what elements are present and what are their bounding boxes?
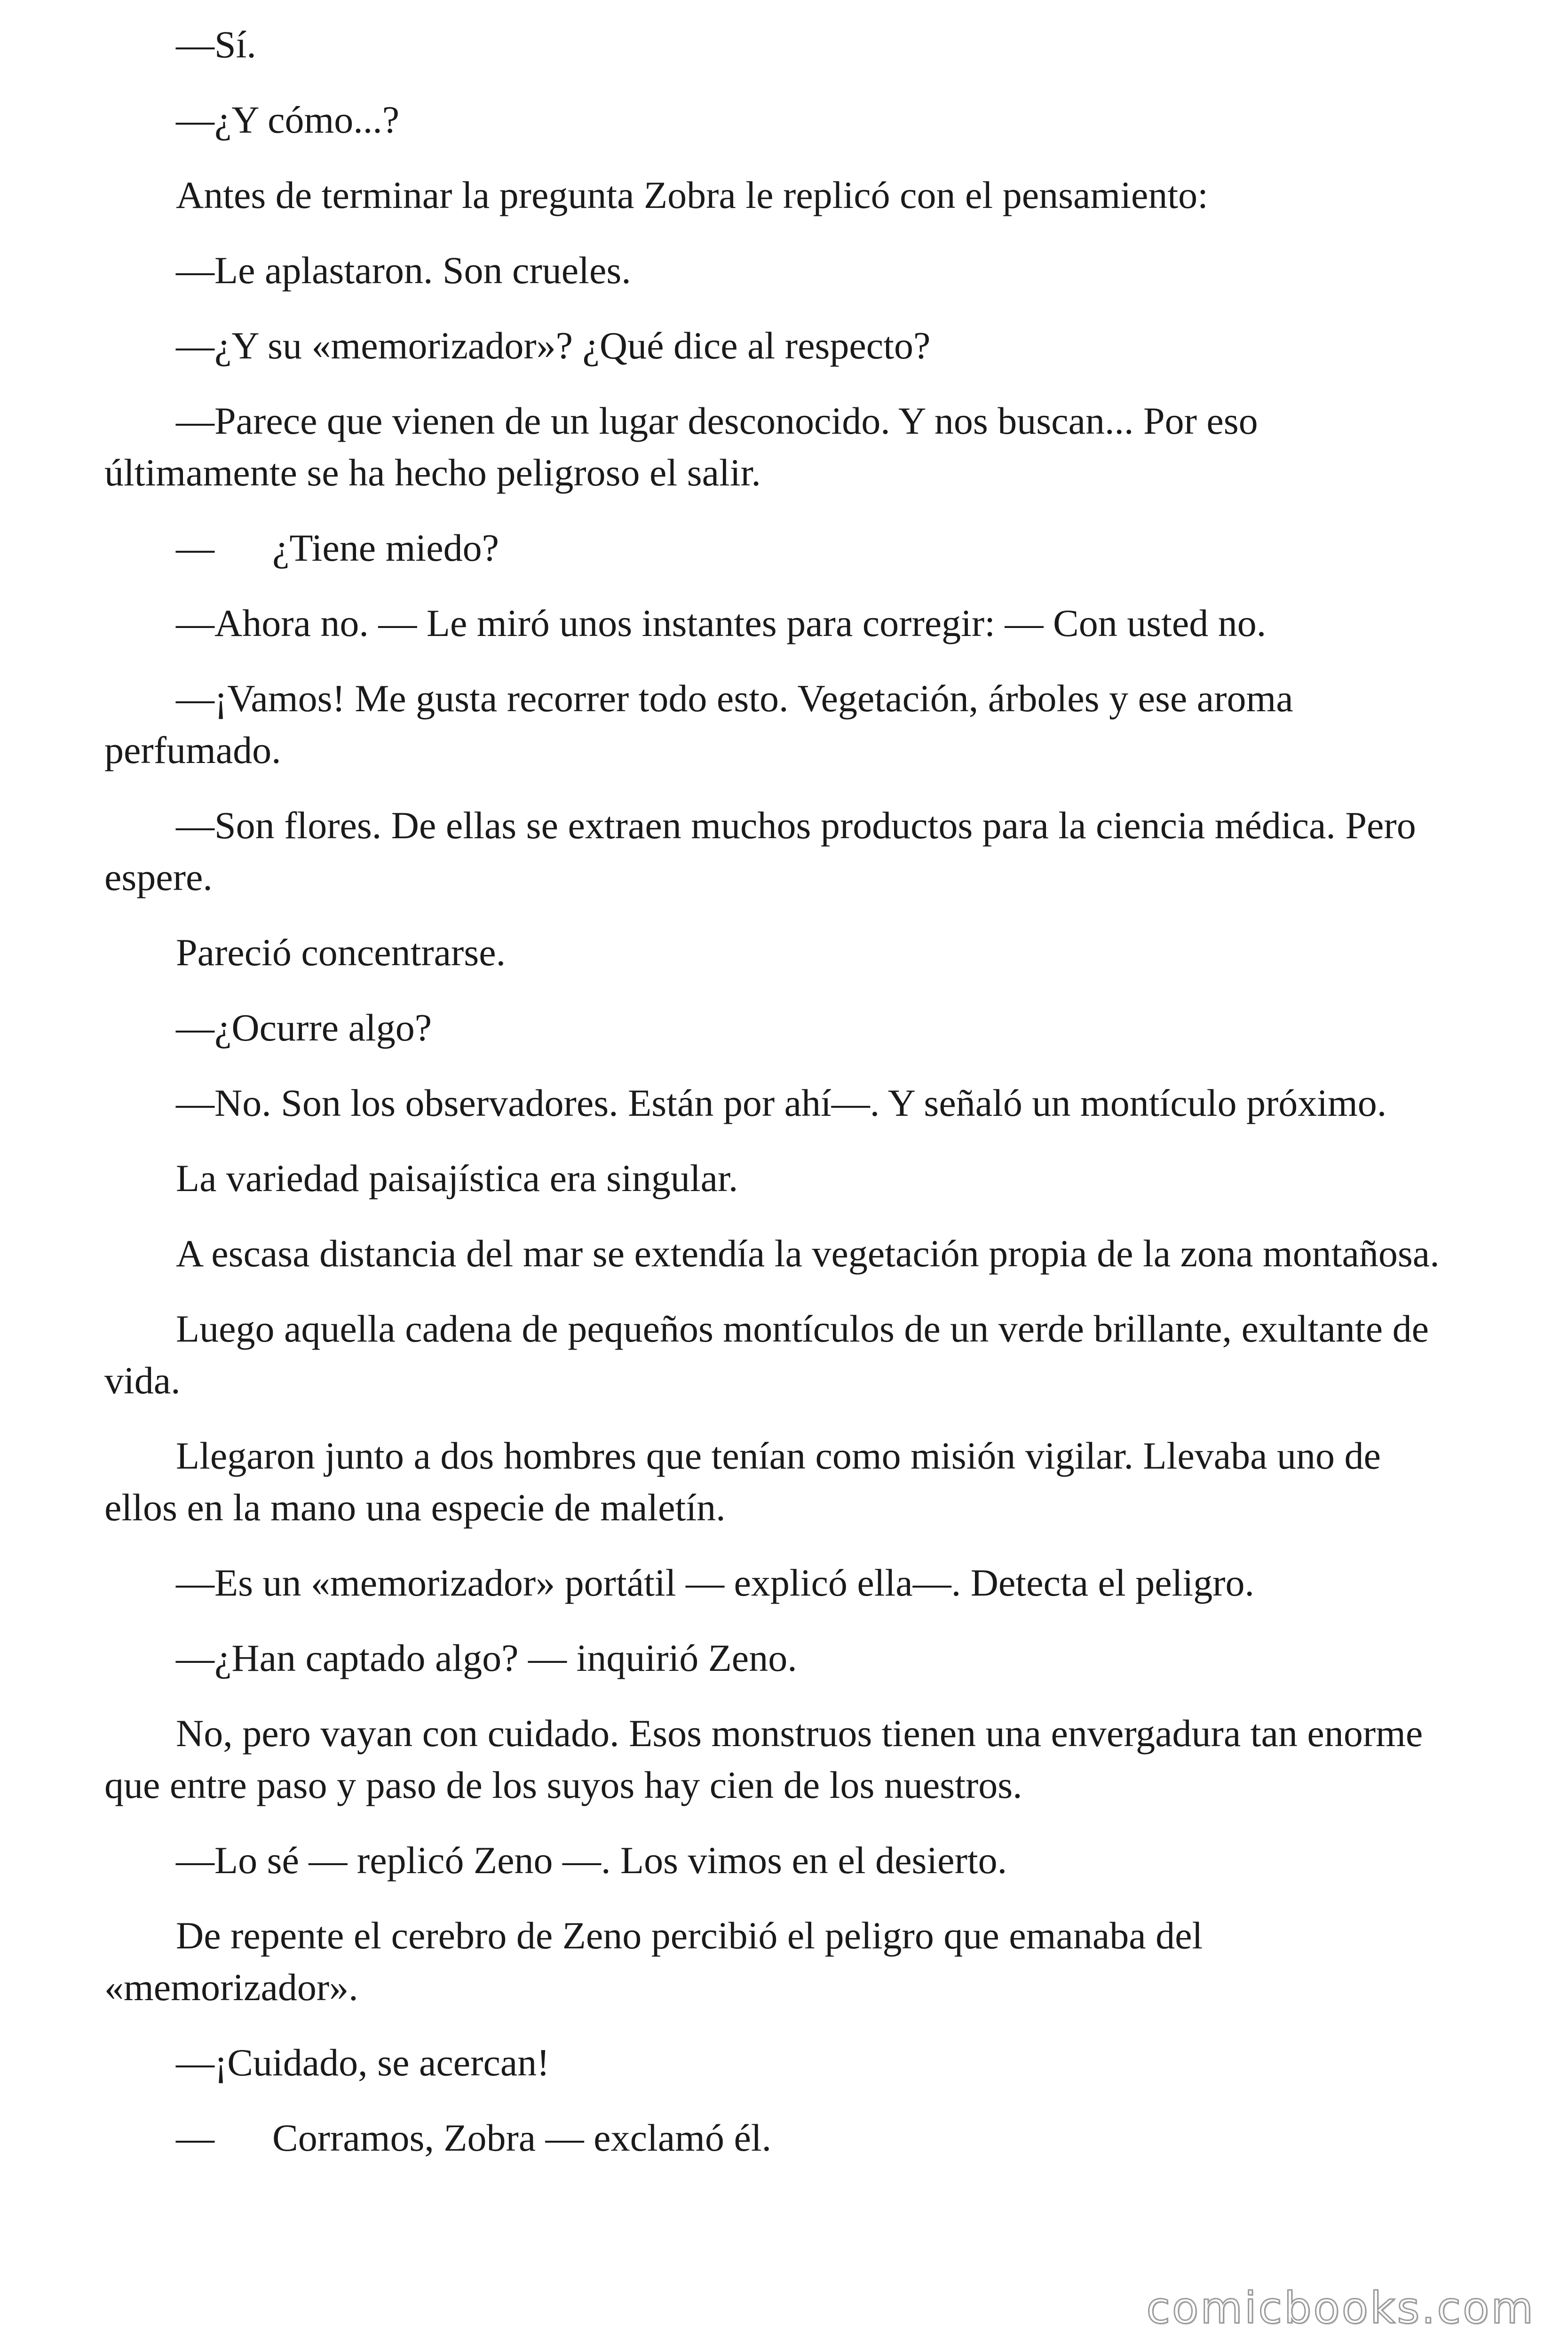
paragraph: Llegaron junto a dos hombres que tenían como misión vigilar. Llevaba uno de ellos en la mano una especie de maletín. (104, 1434, 1381, 1529)
paragraph: A escasa distancia del mar se extendía la vegetación propia de la zona montañosa. (176, 1232, 1440, 1275)
paragraph: —¡Cuidado, se acercan! (176, 2041, 550, 2084)
paragraph: —No. Son los observadores. Están por ahí—. Y señaló un montículo próximo. (176, 1081, 1387, 1124)
paragraph: —Ahora no. — Le miró unos instantes para corregir: — Con usted no. (176, 602, 1267, 644)
paragraph: —Lo sé — replicó Zeno —. Los vimos en el desierto. (176, 1839, 1007, 1882)
paragraph: —Parece que vienen de un lugar desconocido. Y nos buscan... Por eso últimamente se ha hecho peligroso el salir. (104, 399, 1258, 494)
paragraph: — ¿Tiene miedo? (176, 526, 499, 569)
paragraph: La variedad paisajística era singular. (176, 1157, 738, 1200)
paragraph: —Son flores. De ellas se extraen muchos productos para la ciencia médica. Pero espere. (104, 804, 1416, 898)
watermark: comicbooks.com (1146, 2283, 1535, 2333)
book-page (104, 19, 1459, 2187)
paragraph: —¿Y cómo...? (176, 98, 400, 141)
paragraph: De repente el cerebro de Zeno percibió el peligro que emanaba del «memorizador». (104, 1914, 1203, 2009)
paragraph: —¡Vamos! Me gusta recorrer todo esto. Vegetación, árboles y ese aroma perfumado. (104, 677, 1293, 771)
paragraph: —¿Ocurre algo? (176, 1006, 432, 1049)
paragraph: Antes de terminar la pregunta Zobra le replicó con el pensamiento: (176, 174, 1208, 216)
paragraph: —Es un «memorizador» portátil — explicó ella—. Detecta el peligro. (176, 1561, 1254, 1604)
paragraph: —¿Y su «memorizador»? ¿Qué dice al respecto? (176, 324, 931, 367)
paragraph: No, pero vayan con cuidado. Esos monstruos tienen una envergadura tan enorme que entre paso y paso de los suyos hay cien de los nuestros. (104, 1712, 1423, 1806)
paragraph: Pareció concentrarse. (176, 931, 506, 974)
paragraph: —¿Han captado algo? — inquirió Zeno. (176, 1637, 797, 1679)
paragraph: —Sí. (176, 23, 256, 66)
paragraph: Luego aquella cadena de pequeños montículos de un verde brillante, exultante de vida. (104, 1307, 1429, 1402)
paragraph: — Corramos, Zobra — exclamó él. (176, 2116, 772, 2159)
paragraph: —Le aplastaron. Son crueles. (176, 249, 631, 292)
